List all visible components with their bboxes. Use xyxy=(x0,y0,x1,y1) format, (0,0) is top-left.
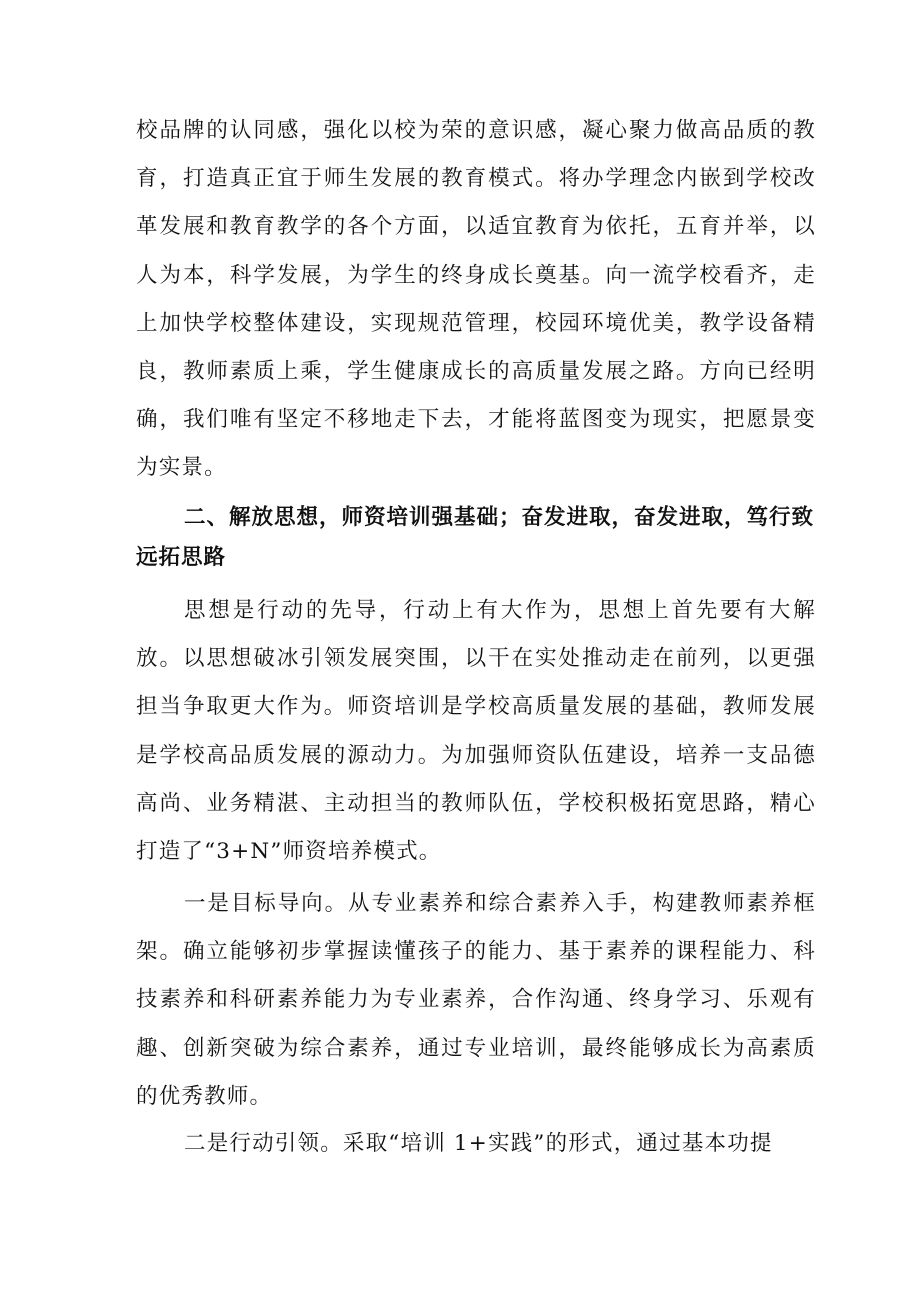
paragraph-body: 思想是行动的先导，行动上有大作为，思想上首先要有大解放。以思想破冰引领发展突围，以干在实处推动走在前列，以更强担当争取更大作为。师资培训是学校高质量发展的基础，教师发展是学校高品质发展的源动力。为加强师资队伍建设，培养一支品德高尚、业务精湛、主动担当的教师队伍，学校积极拓宽思路，精心打造了“3+N”师资培养模式。 xyxy=(136,598,816,865)
paragraph-continuation: 校品牌的认同感，强化以校为荣的意识感，凝心聚力做高品质的教育，打造真正宜于师生发展的教育模式。将办学理念内嵌到学校改革发展和教育教学的各个方面，以适宜教育为依托，五育并举，以人为本，科学发展，为学生的终身成长奠基。向一流学校看齐，走上加快学校整体建设，实现规范管理，校园环境优美，教学设备精良，教师素质上乘，学生健康成长的高质量发展之路。方向已经明确，我们唯有坚定不移地走下去，才能将蓝图变为现实，把愿景变为实景。 xyxy=(136,118,816,481)
paragraph-action-guidance: 二是行动引领。采取“培训 1+实践”的形式，通过基本功提 xyxy=(184,1131,773,1156)
section-heading: 二、解放思想，师资培训强基础；奋发进取，奋发进取，笃行致远拓思路 xyxy=(136,505,815,570)
paragraph-goal-orientation: 一是目标导向。从专业素养和综合素养入手，构建教师素养框架。确立能够初步掌握读懂孩子的能力、基于素养的课程能力、科技素养和科研素养能力为专业素养，合作沟通、终身学习、乐观有趣、创新突破为综合素养，通过专业培训，最终能够成长为高素质的优秀教师。 xyxy=(136,891,816,1109)
